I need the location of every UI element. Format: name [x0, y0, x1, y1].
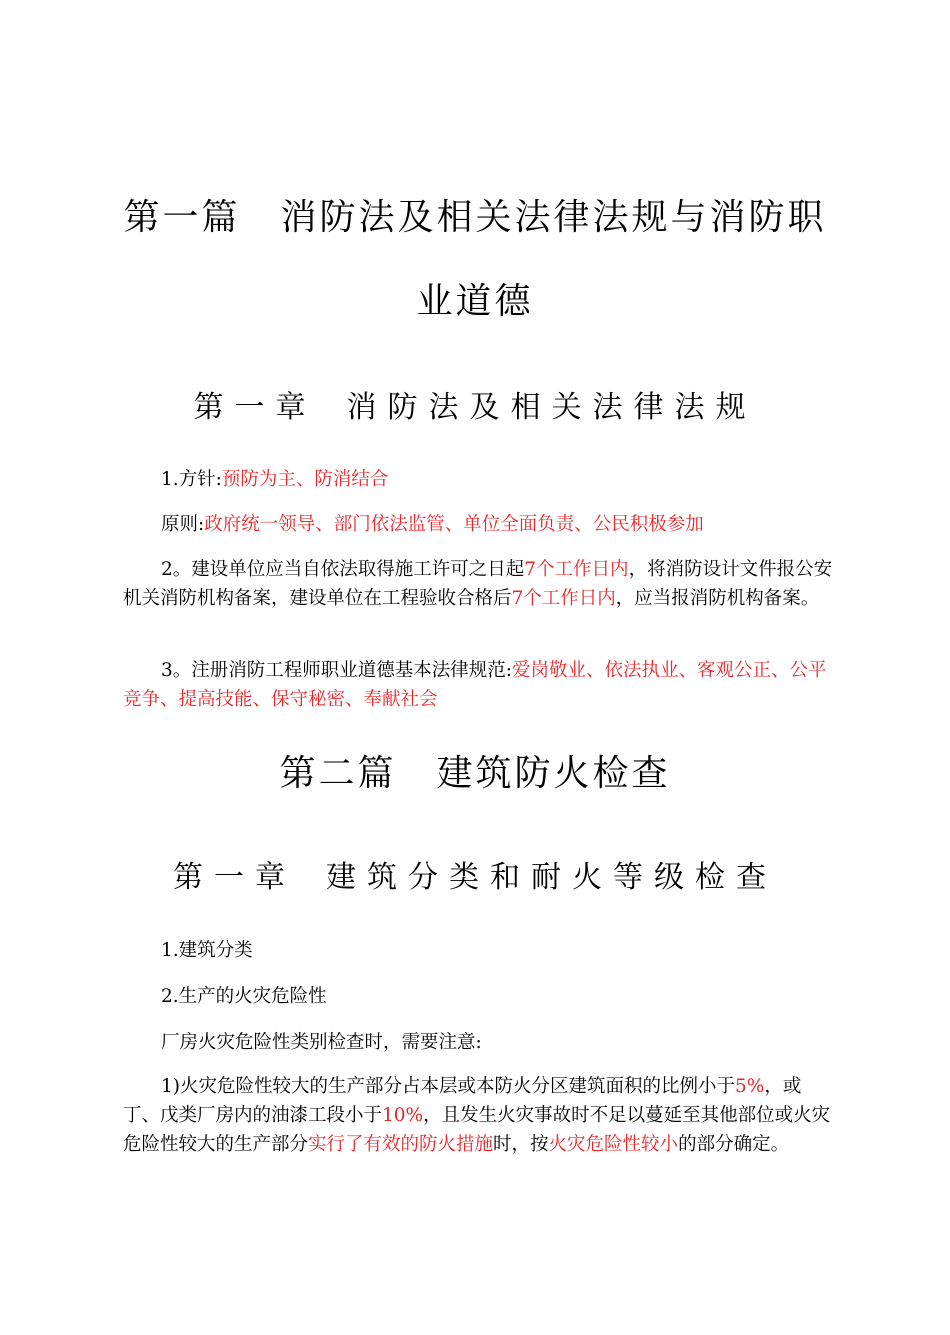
hazard-highlight-4: 火灾危险性较小	[548, 1134, 679, 1155]
building-classification-text: 1.建筑分类	[161, 940, 253, 961]
paragraph-principle	[123, 510, 833, 539]
filing-text-2: ，将消防设计文件报公安机关消防机构备案，建设单位在工程验收合格后	[123, 559, 833, 609]
ethics-highlight: 爱岗敬业、依法执业、客观公正、公平竞争、提高技能、保守秘密、奉献社会	[123, 660, 827, 710]
principle-label: 原则:	[161, 514, 205, 535]
principle-highlight: 政府统一领导、部门依法监管、单位全面负责、公民积极参加	[204, 514, 704, 535]
hazard-text-5: 的部分确定。	[678, 1134, 790, 1155]
inspection-note-text: 厂房火灾危险性类别检查时，需要注意:	[161, 1032, 482, 1053]
filing-text-1: 2。建设单位应当自依法取得施工许可之日起	[161, 559, 525, 580]
policy-label: 1.方针:	[161, 469, 222, 490]
part2-chapter1-title	[0, 858, 950, 898]
paragraph-policy	[123, 465, 833, 494]
chapter-title-text: 建筑分类和耐火等级检查	[326, 860, 777, 895]
chapter-label: 第一章	[193, 390, 317, 425]
hazard-highlight-1: 5%	[735, 1076, 765, 1097]
paragraph-filing	[123, 555, 833, 613]
part2-title	[0, 752, 950, 796]
filing-highlight-1: 7个工作日内	[524, 559, 629, 580]
hazard-highlight-2: 10%	[382, 1105, 424, 1126]
paragraph-building-classification	[123, 936, 833, 965]
policy-highlight: 预防为主、防消结合	[221, 469, 389, 490]
part1-title	[0, 196, 950, 240]
ethics-label: 3。注册消防工程师职业道德基本法律规范:	[161, 660, 513, 681]
part2-title-text: 建筑防火检查	[436, 753, 671, 794]
part1-title-continuation	[0, 280, 950, 324]
fire-hazard-text: 2.生产的火灾危险性	[161, 986, 327, 1007]
chapter-title-text: 消防法及相关法律法规	[346, 390, 757, 425]
hazard-text-2: ，或丁、戊类厂房内的油漆工段小于	[123, 1076, 802, 1126]
filing-highlight-2: 7个工作日内	[511, 588, 616, 609]
part1-label: 第一篇	[123, 197, 241, 238]
filing-text-3: ，应当报消防机构备案。	[615, 588, 820, 609]
paragraph-inspection-note	[123, 1028, 833, 1057]
hazard-text-4: 时，按	[493, 1134, 549, 1155]
hazard-highlight-3: 实行了有效的防火措施	[308, 1134, 494, 1155]
part1-title-line1: 消防法及相关法律法规与消防职	[280, 197, 827, 238]
paragraph-hazard-rule	[123, 1072, 833, 1159]
chapter-label: 第一章	[173, 860, 296, 895]
paragraph-fire-hazard	[123, 982, 833, 1011]
paragraph-ethics	[123, 656, 833, 714]
part2-label: 第二篇	[279, 753, 397, 794]
hazard-text-3: ，且发生火灾事故时不足以蔓延至其他部位或火灾危险性较大的生产部分	[123, 1105, 831, 1155]
hazard-text-1: 1)火灾危险性较大的生产部分占本层或本防火分区建筑面积的比例小于	[161, 1076, 735, 1097]
part1-chapter1-title	[0, 388, 950, 428]
part1-title-line2: 业道德	[416, 281, 534, 322]
